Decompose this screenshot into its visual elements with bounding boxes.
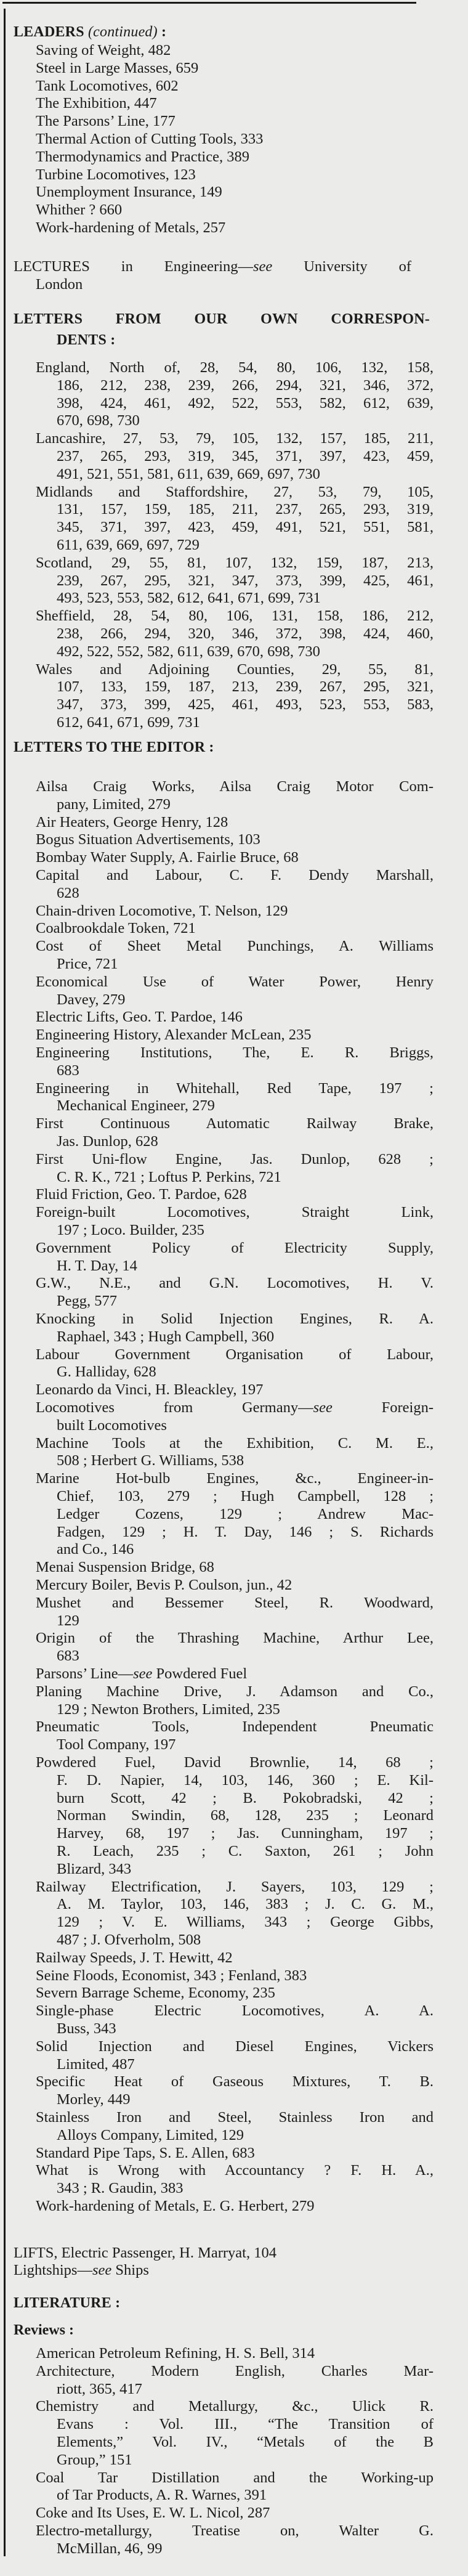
lightships-main: Lightships— xyxy=(14,2262,92,2278)
index-entry: Thermal Action of Cutting Tools, 333 xyxy=(36,131,264,147)
index-entry: Sheffield, 28, 54, 80, 106, 131, 158, 186, 212, xyxy=(36,607,434,625)
lifts-entry: LIFTS, Electric Passenger, H. Marryat, 104 xyxy=(14,2245,276,2261)
index-entry: Steel in Large Masses, 659 xyxy=(36,59,199,76)
index-entry-continued: Price, 721 xyxy=(57,956,118,972)
index-entry: Work-hardening of Metals, 257 xyxy=(36,219,226,236)
subheading-reviews: Reviews : xyxy=(14,2322,74,2338)
index-entry-continued: 129 ; V. E. Williams, 343 ; George Gibbs, xyxy=(57,1914,434,1931)
index-entry: Economical Use of Water Power, Henry xyxy=(36,973,434,990)
index-entry: Scotland, 29, 55, 81, 107, 132, 159, 187, 213, xyxy=(36,554,434,571)
lectures-rest: University of xyxy=(272,258,411,275)
index-entry: Electro-metallurgy, Treatise on, Walter G. xyxy=(36,2522,434,2539)
index-entry: Menai Suspension Bridge, 68 xyxy=(36,1559,214,1576)
index-entry: Powdered Fuel, David Brownlie, 14, 68 ; xyxy=(36,1754,434,1771)
index-entry: Engineering Institutions, The, E. R. Briggs, xyxy=(36,1044,434,1061)
index-entry: First Continuous Automatic Railway Brake, xyxy=(36,1115,434,1132)
index-entry-continued: riott, 365, 417 xyxy=(57,2380,142,2397)
index-entry: G.W., N.E., and G.N. Locomotives, H. V. xyxy=(36,1275,434,1292)
index-entry: Marine Hot-bulb Engines, &c., Engineer-in- xyxy=(36,1470,434,1487)
index-entry-continued: Elements,” Vol. IV., “Metals of the B xyxy=(57,2434,434,2450)
index-entry-continued: F. D. Napier, 14, 103, 146, 360 ; E. Kil- xyxy=(57,1771,434,1789)
index-entry: England, North of, 28, 54, 80, 106, 132, 158, xyxy=(36,359,434,376)
index-entry: Lancashire, 27, 53, 79, 105, 132, 157, 185, 211, xyxy=(36,430,434,447)
section-heading-literature: LITERATURE : xyxy=(14,2295,121,2311)
index-entry: Labour Government Organisation of Labour, xyxy=(36,1346,434,1363)
see-reference: see xyxy=(92,2262,112,2278)
index-entry: Stainless Iron and Steel, Stainless Iron and xyxy=(36,2109,434,2126)
index-entry: Pneumatic Tools, Independent Pneumatic xyxy=(36,1718,434,1736)
index-entry-continued: 628 xyxy=(57,884,79,901)
index-entry-continued: C. R. K., 721 ; Loftus P. Perkins, 721 xyxy=(57,1168,281,1185)
index-entry-continued: A. M. Taylor, 103, 146, 383 ; J. C. G. M., xyxy=(57,1896,434,1913)
index-entry: Chemistry and Metallurgy, &c., Ulick R. xyxy=(36,2398,434,2415)
index-entry: Severn Barrage Scheme, Economy, 235 xyxy=(36,1985,275,2002)
lightships-rest: Ships xyxy=(111,2262,149,2278)
index-entry: Government Policy of Electricity Supply, xyxy=(36,1239,434,1256)
index-entry: Leonardo da Vinci, H. Bleackley, 197 xyxy=(36,1381,264,1399)
index-entry-continued: Ledger Cozens, 129 ; Andrew Mac- xyxy=(57,1505,434,1522)
section-heading-leaders xyxy=(14,23,166,41)
index-entry: Wales and Adjoining Counties, 29, 55, 81, xyxy=(36,660,434,678)
see-reference: see xyxy=(313,1399,333,1416)
lectures-main: LECTURES in Engineering— xyxy=(14,258,254,275)
index-entry: Architecture, Modern English, Charles Mar- xyxy=(36,2362,434,2379)
lightships-entry xyxy=(14,2262,149,2280)
entry-text: Powdered Fuel xyxy=(152,1665,248,1682)
top-rule xyxy=(2,2,416,4)
index-entry: Coalbrookdale Token, 721 xyxy=(36,920,196,937)
index-entry-continued: Davey, 279 xyxy=(57,991,126,1008)
index-entry-continued: 487 ; J. Ofverholm, 508 xyxy=(57,1932,201,1948)
index-entry-continued: H. T. Day, 14 xyxy=(57,1257,137,1274)
index-entry: Standard Pipe Taps, S. E. Allen, 683 xyxy=(36,2144,255,2161)
index-entry: Work-hardening of Metals, E. G. Herbert, 279 xyxy=(36,2198,315,2214)
lectures-entry-continued: London xyxy=(36,276,83,293)
index-entry: Foreign-built Locomotives, Straight Link, xyxy=(36,1204,434,1221)
index-entry: Solid Injection and Diesel Engines, Vickers xyxy=(36,2038,434,2055)
index-entry: Midlands and Staffordshire, 27, 53, 79, 105, xyxy=(36,483,434,500)
section-heading-correspondents: LETTERS FROM OUR OWN CORRESPON- xyxy=(14,311,430,327)
index-entry: Mushet and Bessemer Steel, R. Woodward, xyxy=(36,1594,434,1611)
index-entry-continued: 492, 522, 552, 582, 611, 639, 670, 698, 730 xyxy=(57,643,320,660)
index-entry-continued: Buss, 343 xyxy=(57,2020,116,2037)
index-entry-continued: 239, 267, 295, 321, 347, 373, 399, 425, 461, xyxy=(57,572,434,589)
index-entry-continued: of Tar Products, A. R. Warnes, 391 xyxy=(57,2487,267,2504)
index-entry-continued: 612, 641, 671, 699, 731 xyxy=(57,714,200,731)
index-entry-continued: Mechanical Engineer, 279 xyxy=(57,1097,215,1115)
section-heading-correspondents-cont: DENTS : xyxy=(57,332,116,348)
section-heading-letters-to-editor: LETTERS TO THE EDITOR : xyxy=(14,739,214,755)
index-entry-continued: 493, 523, 553, 582, 612, 641, 671, 699, 731 xyxy=(57,590,321,607)
index-entry: Electric Lifts, Geo. T. Pardoe, 146 xyxy=(36,1009,243,1026)
index-entry: Knocking in Solid Injection Engines, R. A. xyxy=(36,1310,434,1327)
index-entry-continued: Raphael, 343 ; Hugh Campbell, 360 xyxy=(57,1328,275,1345)
index-entry: What is Wrong with Accountancy ? F. H. A., xyxy=(36,2162,434,2179)
index-entry-continued: Fadgen, 129 ; H. T. Day, 146 ; S. Richards xyxy=(57,1523,434,1540)
index-entry-continued: 683 xyxy=(57,1062,79,1079)
entry-text: Parsons’ Line— xyxy=(36,1665,134,1682)
index-entry-continued: 186, 212, 238, 239, 266, 294, 321, 346, 372, xyxy=(57,376,434,394)
index-entry-continued: G. Halliday, 628 xyxy=(57,1363,156,1381)
index-entry: Chain-driven Locomotive, T. Nelson, 129 xyxy=(36,902,288,919)
index-entry-continued: Evans : Vol. III., “The Transition of xyxy=(57,2416,434,2433)
index-entry-continued: 107, 133, 159, 187, 213, 239, 267, 295, 321, xyxy=(57,678,434,696)
index-entry xyxy=(36,1665,247,1683)
see-reference: see xyxy=(133,1665,153,1682)
index-entry: Machine Tools at the Exhibition, C. M. E., xyxy=(36,1434,434,1452)
index-entry-continued: 197 ; Loco. Builder, 235 xyxy=(57,1222,204,1238)
heading-continued: (continued) xyxy=(87,24,158,40)
index-entry-continued: 491, 521, 551, 581, 611, 639, 669, 697, 730 xyxy=(57,465,320,482)
index-entry xyxy=(36,1399,434,1417)
entry-text: Foreign- xyxy=(332,1399,434,1416)
index-entry-continued: 345, 371, 397, 423, 459, 491, 521, 551, 581, xyxy=(57,519,434,536)
index-entry-continued: 611, 639, 669, 697, 729 xyxy=(57,537,200,553)
index-entry: Origin of the Thrashing Machine, Arthur Lee, xyxy=(36,1630,434,1647)
index-entry: Coal Tar Distillation and the Working-up xyxy=(36,2469,434,2486)
index-entry-continued: 129 xyxy=(57,1612,79,1629)
index-entry: Single-phase Electric Locomotives, A. A. xyxy=(36,2002,434,2020)
index-entry: The Exhibition, 447 xyxy=(36,95,157,112)
index-entry-continued: Pegg, 577 xyxy=(57,1293,117,1310)
index-entry-continued: Jas. Dunlop, 628 xyxy=(57,1133,158,1150)
index-entry: The Parsons’ Line, 177 xyxy=(36,113,176,130)
index-entry-continued: Limited, 487 xyxy=(57,2055,135,2073)
index-entry: Cost of Sheet Metal Punchings, A. Williams xyxy=(36,938,434,955)
index-entry: Bogus Situation Advertisements, 103 xyxy=(36,831,260,848)
lectures-entry xyxy=(14,258,411,276)
index-entry-continued: Norman Swindin, 68, 128, 235 ; Leonard xyxy=(57,1807,434,1824)
index-entry: Specific Heat of Gaseous Mixtures, T. B. xyxy=(36,2073,434,2090)
index-entry: Mercury Boiler, Bevis P. Coulson, jun., 42 xyxy=(36,1577,292,1593)
index-entry-continued: Harvey, 68, 197 ; Jas. Cunningham, 197 ; xyxy=(57,1825,434,1842)
index-entry: Fluid Friction, Geo. T. Pardoe, 628 xyxy=(36,1186,247,1203)
index-entry-continued: 343 ; R. Gaudin, 383 xyxy=(57,2180,184,2197)
index-entry: Tank Locomotives, 602 xyxy=(36,77,179,94)
index-entry: American Petroleum Refining, H. S. Bell, 314 xyxy=(36,2345,315,2362)
index-entry-continued: pany, Limited, 279 xyxy=(57,795,171,813)
see-reference: see xyxy=(253,258,273,275)
index-entry: Unemployment Insurance, 149 xyxy=(36,184,222,201)
index-entry: Bombay Water Supply, A. Fairlie Bruce, 68 xyxy=(36,849,299,866)
index-entry: Coke and Its Uses, E. W. L. Nicol, 287 xyxy=(36,2505,270,2522)
index-entry-continued: Blizard, 343 xyxy=(57,1860,132,1877)
index-entry: Engineering History, Alexander McLean, 235 xyxy=(36,1026,312,1044)
index-entry-continued: 398, 424, 461, 492, 522, 553, 582, 612, 639, xyxy=(57,394,434,412)
index-entry-continued: Morley, 449 xyxy=(57,2091,131,2108)
index-entry: Railway Speeds, J. T. Hewitt, 42 xyxy=(36,1949,233,1966)
index-entry: Engineering in Whitehall, Red Tape, 197 ; xyxy=(36,1079,434,1097)
index-entry-continued: 508 ; Herbert G. Williams, 538 xyxy=(57,1452,244,1469)
index-entry: Air Heaters, George Henry, 128 xyxy=(36,813,228,831)
index-entry: Seine Floods, Economist, 343 ; Fenland, 383 xyxy=(36,1967,307,1984)
heading-colon: : xyxy=(161,24,167,40)
column-rule xyxy=(4,9,6,2556)
index-entry-continued: 238, 266, 294, 320, 346, 372, 398, 424, 460, xyxy=(57,625,434,642)
index-entry: Saving of Weight, 482 xyxy=(36,42,171,59)
index-entry-continued: 670, 698, 730 xyxy=(57,412,140,429)
entry-text: Locomotives from Germany— xyxy=(36,1399,313,1416)
index-entry-continued: Tool Company, 197 xyxy=(57,1736,176,1753)
index-entry-continued: McMillan, 46, 99 xyxy=(57,2540,163,2557)
index-entry-continued: and Co., 146 xyxy=(57,1541,134,1558)
index-entry-continued: 237, 265, 293, 319, 345, 371, 397, 423, 459, xyxy=(57,448,434,465)
index-entry: Planing Machine Drive, J. Adamson and Co., xyxy=(36,1683,434,1700)
index-entry-continued: Chief, 103, 279 ; Hugh Campbell, 128 ; xyxy=(57,1488,434,1505)
index-entry-continued: Group,” 151 xyxy=(57,2451,132,2468)
index-entry: Railway Electrification, J. Sayers, 103, 129 ; xyxy=(36,1878,434,1895)
index-entry: First Uni-flow Engine, Jas. Dunlop, 628 ; xyxy=(36,1150,434,1168)
index-entry: Thermodynamics and Practice, 389 xyxy=(36,148,249,165)
index-entry-continued: built Locomotives xyxy=(57,1416,167,1434)
index-entry: Whither ? 660 xyxy=(36,201,123,219)
index-entry-continued: 683 xyxy=(57,1648,79,1665)
index-entry-continued: burn Scott, 42 ; B. Pokobradski, 42 ; xyxy=(57,1789,434,1806)
index-entry-continued: 131, 157, 159, 185, 211, 237, 265, 293, 319, xyxy=(57,501,434,518)
index-entry: Ailsa Craig Works, Ailsa Craig Motor Com- xyxy=(36,778,434,795)
index-entry-continued: R. Leach, 235 ; C. Saxton, 261 ; John xyxy=(57,1843,434,1859)
index-entry: Capital and Labour, C. F. Dendy Marshall, xyxy=(36,867,434,884)
index-entry-continued: 347, 373, 399, 425, 461, 493, 523, 553, 583, xyxy=(57,696,434,713)
heading-text: LEADERS xyxy=(14,24,84,40)
index-entry-continued: Alloys Company, Limited, 129 xyxy=(57,2126,244,2143)
index-entry: Turbine Locomotives, 123 xyxy=(36,166,196,183)
index-entry-continued: 129 ; Newton Brothers, Limited, 235 xyxy=(57,1700,280,1718)
